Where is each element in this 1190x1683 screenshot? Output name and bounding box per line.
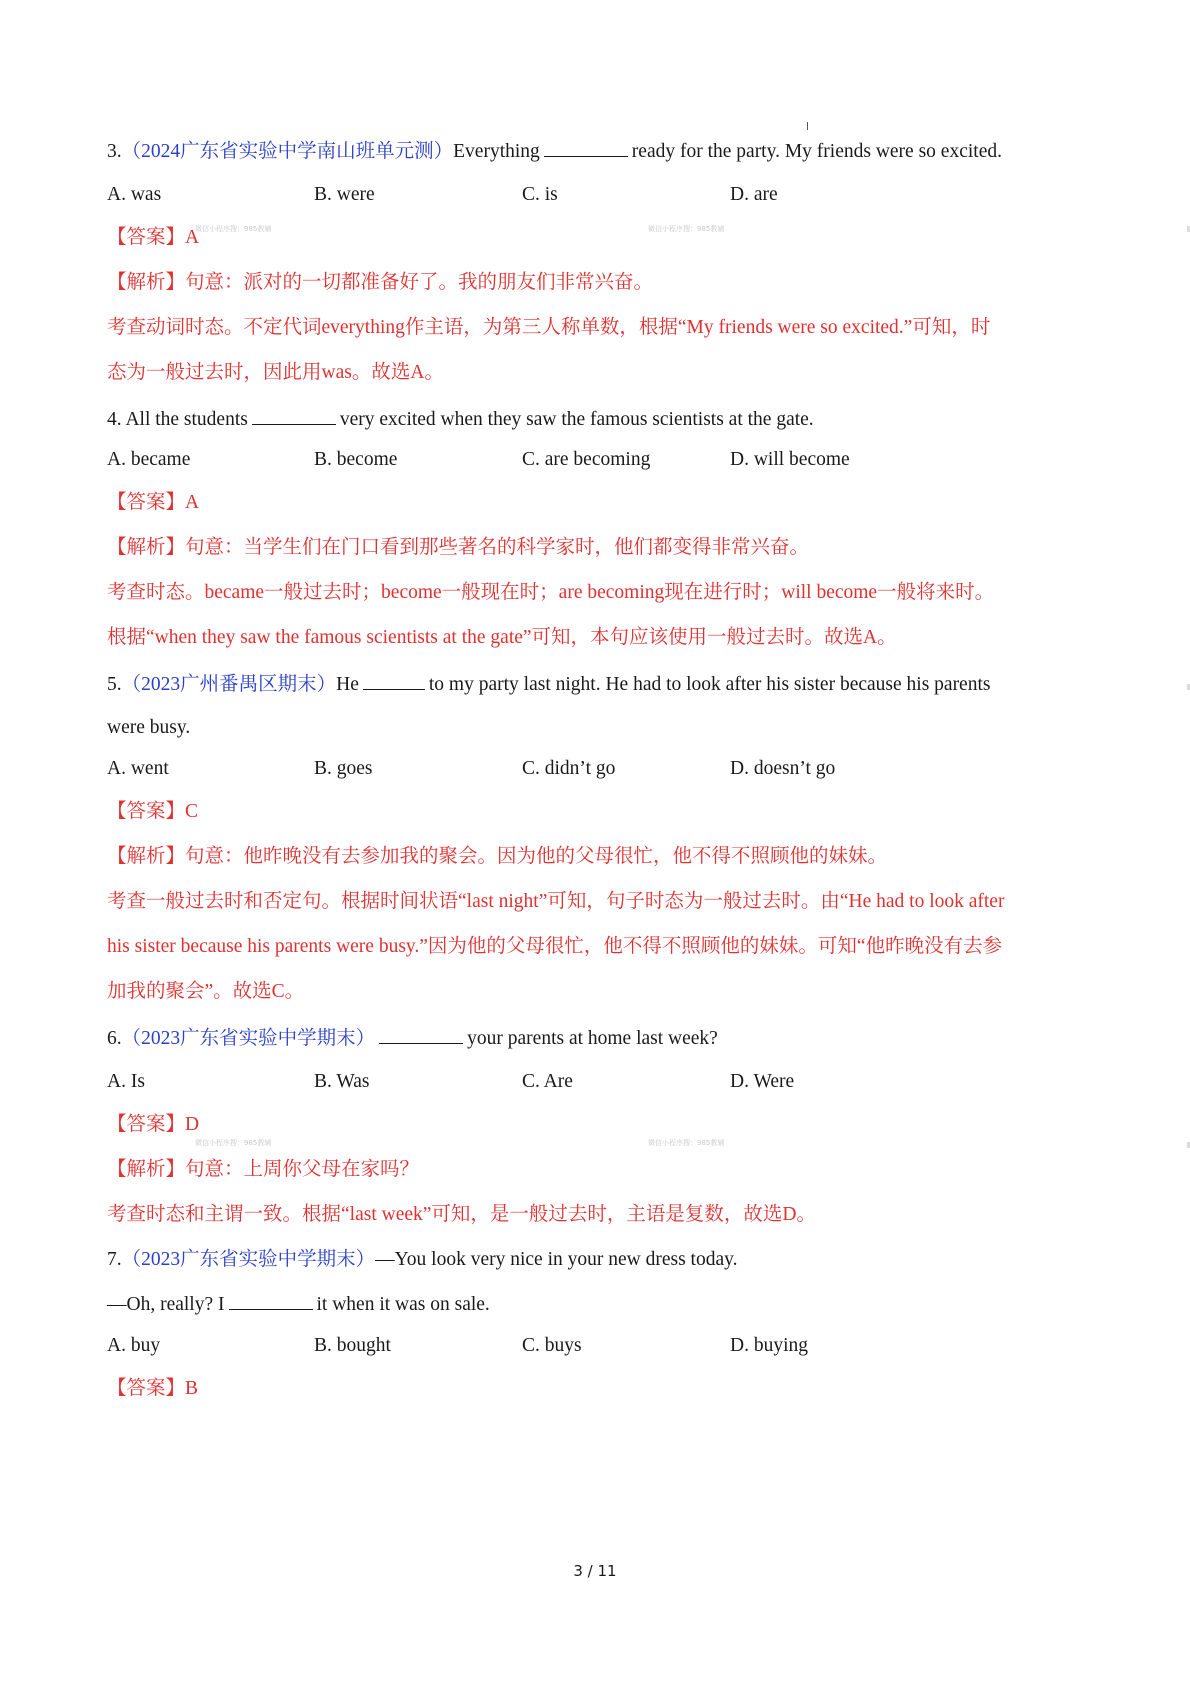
question-stem [107, 406, 1087, 432]
answer-value: A [185, 227, 200, 248]
answer-blank [252, 406, 336, 425]
answer-value: D [185, 1114, 200, 1135]
analysis-label: 【解析】 [107, 846, 186, 867]
options-row [107, 183, 1087, 207]
question-5 [107, 671, 1087, 1004]
option-d: D. are [730, 184, 778, 205]
question-stem [107, 1248, 1087, 1272]
options-row [107, 1334, 1087, 1358]
question-stem [107, 138, 1087, 164]
option-c: C. are becoming [522, 449, 651, 470]
option-d: D. buying [730, 1335, 808, 1356]
question-number: 5. [107, 674, 122, 695]
question-source: （2023广州番禺区期末） [121, 674, 337, 695]
answer-label: 【答案】 [107, 801, 186, 822]
option-a: A. Is [107, 1071, 145, 1092]
analysis-line [107, 1158, 1087, 1182]
answer-label: 【答案】 [107, 1378, 186, 1399]
question-3 [107, 138, 1087, 385]
stem-continuation [107, 1291, 1087, 1317]
analysis-label: 【解析】 [107, 272, 186, 293]
question-6 [107, 1025, 1087, 1227]
question-stem [107, 671, 1087, 697]
answer-line [107, 800, 1087, 824]
option-c: C. didn’t go [522, 758, 616, 779]
option-d: D. doesn’t go [730, 758, 836, 779]
analysis-text: 根据“when they saw the famous scientists at the gate”可知，本句应该使用一般过去时。故选A。 [107, 627, 897, 648]
analysis-text: 句意：他昨晚没有去参加我的聚会。因为他的父母很忙，他不得不照顾他的妹妹。 [185, 846, 888, 867]
analysis-text: 句意：上周你父母在家吗？ [185, 1159, 420, 1180]
answer-line [107, 1377, 1087, 1401]
option-b: B. bought [314, 1335, 391, 1356]
question-number: 4. [107, 409, 122, 430]
analysis-label: 【解析】 [107, 537, 186, 558]
option-b: B. were [314, 184, 375, 205]
watermark: 微信小程序搜：985教辅 [195, 225, 272, 233]
stem-text: He [336, 674, 359, 695]
answer-label: 【答案】 [107, 227, 186, 248]
answer-line [107, 226, 1087, 250]
question-4 [107, 406, 1087, 650]
stem-text: —Oh, really? I [107, 1294, 225, 1315]
stem-text: All the students [125, 409, 248, 430]
stem-text: ready for the party. My friends were so excited. [631, 141, 1002, 162]
stem-continuation: were busy. [107, 717, 191, 738]
analysis-text: his sister because his parents were busy.”因为他的父母很忙，他不得不照顾他的妹妹。可知“他昨晚没有去参 [107, 936, 1003, 957]
option-a: A. was [107, 184, 162, 205]
option-b: B. become [314, 449, 398, 470]
answer-blank [379, 1025, 463, 1044]
analysis-text: 句意：派对的一切都准备好了。我的朋友们非常兴奋。 [185, 272, 654, 293]
answer-value: B [185, 1378, 199, 1399]
watermark: 微信小程序搜：985教辅 [195, 1139, 272, 1147]
watermark: 微信小程序搜：985教辅 [648, 225, 725, 233]
stem-text: it when it was on sale. [316, 1294, 490, 1315]
option-b: B. Was [314, 1071, 370, 1092]
question-source: （2024广东省实验中学南山班单元测） [121, 141, 454, 162]
analysis-line [107, 845, 1087, 869]
option-d: D. Were [730, 1071, 795, 1092]
question-stem [107, 1025, 1087, 1051]
answer-label: 【答案】 [107, 1114, 186, 1135]
answer-line [107, 1113, 1087, 1137]
options-row [107, 757, 1087, 781]
answer-label: 【答案】 [107, 492, 186, 513]
answer-blank [229, 1291, 313, 1310]
options-row [107, 448, 1087, 472]
analysis-text: 考查动词时态。不定代词everything作主语，为第三人称单数，根据“My friends were so excited.”可知，时 [107, 317, 991, 338]
analysis-line [107, 271, 1087, 295]
answer-blank [363, 671, 425, 690]
option-d: D. will become [730, 449, 850, 470]
stem-text: very excited when they saw the famous scientists at the gate. [339, 409, 814, 430]
analysis-label: 【解析】 [107, 1159, 186, 1180]
answer-value: C [185, 801, 199, 822]
answer-line [107, 491, 1087, 515]
stem-text: to my party last night. He had to look after his sister because his parents [428, 674, 991, 695]
option-c: C. is [522, 184, 558, 205]
watermark: 微信小程序搜：985教辅 [648, 1139, 725, 1147]
option-b: B. goes [314, 758, 373, 779]
option-a: A. went [107, 758, 169, 779]
question-source: （2023广东省实验中学期末） [121, 1249, 376, 1270]
analysis-text: 考查时态和主谓一致。根据“last week”可知，是一般过去时，主语是复数，故选D。 [107, 1204, 816, 1225]
question-number: 6. [107, 1028, 122, 1049]
answer-value: A [185, 492, 200, 513]
option-c: C. buys [522, 1335, 582, 1356]
stem-text: your parents at home last week? [467, 1028, 718, 1049]
question-source: （2023广东省实验中学期末） [121, 1028, 376, 1049]
question-list [107, 138, 1087, 1422]
analysis-text: 态为一般过去时，因此用was。故选A。 [107, 362, 444, 383]
analysis-text: 考查一般过去时和否定句。根据时间状语“last night”可知，句子时态为一般过去时。由“He had to look after [107, 891, 1005, 912]
stray-mark [807, 122, 808, 130]
option-c: C. Are [522, 1071, 573, 1092]
question-7 [107, 1248, 1087, 1401]
analysis-text: 句意：当学生们在门口看到那些著名的科学家时，他们都变得非常兴奋。 [185, 537, 810, 558]
page-indicator: 3 / 11 [573, 1562, 617, 1580]
analysis-text: 加我的聚会”。故选C。 [107, 981, 305, 1002]
analysis-text: 考查时态。became一般过去时；become一般现在时；are becoming现在进行时；will become一般将来时。 [107, 582, 995, 603]
stem-text: —You look very nice in your new dress today. [375, 1249, 738, 1270]
options-row [107, 1070, 1087, 1094]
stem-text: Everything [453, 141, 540, 162]
question-number: 3. [107, 141, 122, 162]
answer-blank [544, 138, 628, 157]
question-number: 7. [107, 1249, 122, 1270]
option-a: A. buy [107, 1335, 161, 1356]
analysis-line [107, 536, 1087, 560]
option-a: A. became [107, 449, 191, 470]
